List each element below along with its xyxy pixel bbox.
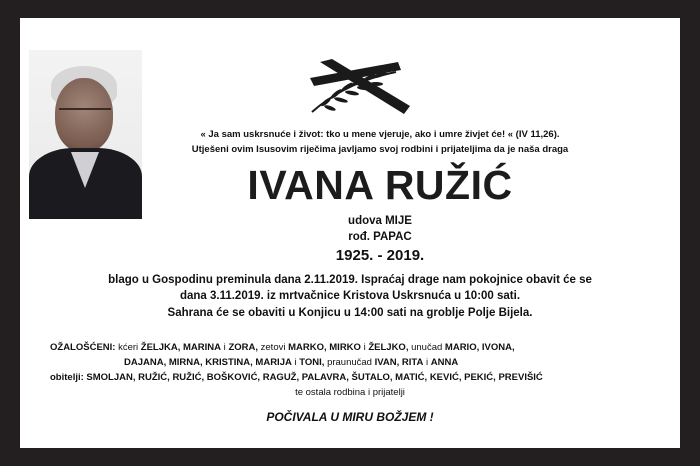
grandchildren-names: MARIO, IVONA, xyxy=(444,342,515,353)
announcement-line: dana 3.11.2019. iz mrtvačnice Kristova Uskrsnuća u 10:00 sati. xyxy=(179,290,521,302)
families-line xyxy=(50,372,543,383)
families-names: SMOLJAN, RUŽIĆ, RUŽIĆ, BOŠKOVIĆ, RAGUŽ, PALAVRA, ŠUTALO, MATIĆ, KEVIĆ, PEKIĆ, PREVIŠIĆ xyxy=(86,372,543,383)
widow-line: udova MIJE xyxy=(348,215,412,227)
grandchildren-label: unučad xyxy=(411,342,443,353)
great-grandchildren-label: praunučad xyxy=(327,357,372,368)
mourners-line: DAJANA, MIRNA, KRISTINA, MARIJA i TONI, praunučad IVAN, RITA i ANNA xyxy=(124,357,459,368)
sons-in-law-label: zetovi xyxy=(260,342,286,353)
sons-in-law-names: MARKO, MIRKO xyxy=(288,342,361,353)
closing-phrase: POČIVALA U MIRU BOŽJEM ! xyxy=(266,410,434,424)
deceased-name: IVANA RUŽIĆ xyxy=(247,162,513,208)
mourners-line: OŽALOŠĆENI: kćeri ŽELJKA, MARINA i ZORA, zetovi MARKO, MIRKO i ŽELJKO, unučad MARIO, IVONA, xyxy=(50,342,515,353)
mourners-label: OŽALOŠĆENI: xyxy=(50,342,116,353)
scripture-quote: « Ja sam uskrsnuće i život: tko u mene vjeruje, ako i umre živjet će! « (IV 11,26). xyxy=(200,129,560,140)
intro-line: Utješeni ovim Isusovim riječima javljamo svoj rodbini i prijateljima da je naša draga xyxy=(191,144,569,155)
maiden-name-line: rođ. PAPAC xyxy=(348,231,412,243)
life-years: 1925. - 2019. xyxy=(335,247,425,264)
announcement-line: Sahrana će se obaviti u Konjicu u 14:00 sati na groblje Polje Bijela. xyxy=(167,307,533,319)
cross-with-palm-branch-icon xyxy=(306,56,418,118)
obituary-card xyxy=(20,18,680,448)
portrait-photo xyxy=(29,50,142,219)
daughters-label: kćeri xyxy=(118,342,139,353)
other-mourners: te ostala rodbina i prijatelji xyxy=(295,387,405,398)
announcement-line: blago u Gospodinu preminula dana 2.11.2019. Ispraćaj drage nam pokojnice obavit će se xyxy=(108,274,592,286)
families-label: obitelji: xyxy=(50,372,84,383)
great-grandchildren-names: IVAN, RITA xyxy=(374,357,424,368)
daughters-names: ŽELJKA, MARINA xyxy=(140,342,222,353)
